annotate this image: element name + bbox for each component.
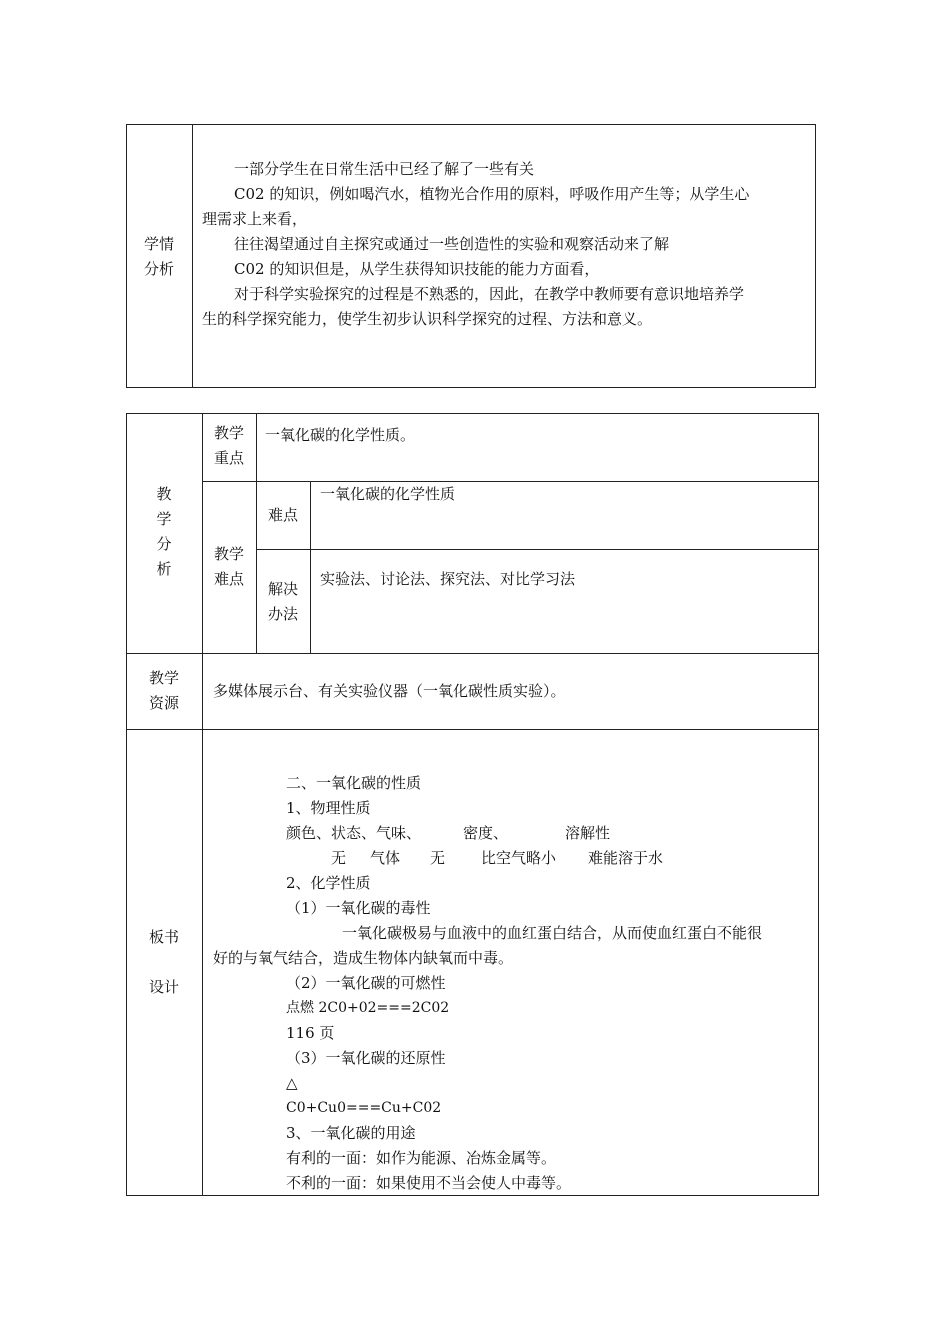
row-divider-board <box>126 729 819 730</box>
analysis-line: 往往渴望通过自主探究或通过一些创造性的实验和观察活动来了解 <box>234 235 670 253</box>
key-point-content: 一氧化碳的化学性质。 <box>265 426 416 444</box>
analysis-line: C02 的知识但是，从学生获得知识技能的能力方面看， <box>234 260 600 278</box>
analysis-text <box>202 157 808 332</box>
combustion-title: （2）一氧化碳的可燃性 <box>286 974 446 992</box>
row-divider-resources <box>126 653 819 654</box>
resources-content: 多媒体展示台、有关实验仪器（一氧化碳性质实验）。 <box>213 682 566 700</box>
physical-value-odor: 无 <box>430 849 446 867</box>
page-reference: 116 页 <box>286 1024 335 1042</box>
board-label-line2: 设计 <box>148 978 179 996</box>
analysis-line: 生的科学探究能力，使学生初步认识科学探究的过程、方法和意义。 <box>202 310 653 328</box>
teaching-analysis-label-char: 析 <box>156 560 172 578</box>
board-heading: 二、一氧化碳的性质 <box>286 774 422 792</box>
analysis-line: 一部分学生在日常生活中已经了解了一些有关 <box>234 160 535 178</box>
toxicity-line1: 一氧化碳极易与血液中的血红蛋白结合，从而使血红蛋白不能很 <box>342 924 763 942</box>
teaching-table <box>126 413 819 1196</box>
heat-triangle-icon: △ <box>286 1074 298 1092</box>
physical-header-color: 颜色、 <box>286 824 332 842</box>
col-divider-1 <box>202 413 203 1196</box>
table-divider <box>192 124 193 388</box>
difficulty-label-line2: 难点 <box>213 570 244 588</box>
solution-label-line2: 办法 <box>267 605 298 623</box>
solution-label-line1: 解决 <box>267 580 298 598</box>
physical-header-density: 密度、 <box>463 824 509 842</box>
physical-value-solubility: 难能溶于水 <box>588 849 664 867</box>
uses-bad: 不利的一面：如果使用不当会使人中毒等。 <box>286 1174 572 1192</box>
row-divider-key <box>202 481 819 482</box>
physical-value-density: 比空气略小 <box>481 849 557 867</box>
physical-header-odor: 气味、 <box>376 824 422 842</box>
physical-header-solubility: 溶解性 <box>565 824 611 842</box>
nandian-content: 一氧化碳的化学性质 <box>320 485 456 503</box>
col-divider-3 <box>310 481 311 653</box>
solution-content: 实验法、讨论法、探究法、对比学习法 <box>320 570 576 588</box>
analysis-line: 对于科学实验探究的过程是不熟悉的，因此，在教学中教师要有意识地培养学 <box>234 285 745 303</box>
uses-title: 3、一氧化碳的用途 <box>286 1124 416 1142</box>
uses-good: 有利的一面：如作为能源、冶炼金属等。 <box>286 1149 557 1167</box>
toxicity-title: （1）一氧化碳的毒性 <box>286 899 431 917</box>
resources-label-line2: 资源 <box>148 694 179 712</box>
analysis-line: C02 的知识，例如喝汽水，植物光合作用的原料，呼吸作用产生等；从学生心 <box>234 185 750 203</box>
physical-value-color: 无 <box>331 849 347 867</box>
row-divider-difficulty <box>256 549 819 550</box>
chemical-title: 2、化学性质 <box>286 874 371 892</box>
teaching-analysis-label-char: 分 <box>156 535 172 553</box>
nandian-label: 难点 <box>267 506 298 524</box>
analysis-label-line1: 学情 <box>143 235 174 253</box>
key-point-label-line2: 重点 <box>213 449 244 467</box>
board-label-line1: 板书 <box>148 928 179 946</box>
physical-title: 1、物理性质 <box>286 799 371 817</box>
analysis-label-line2: 分析 <box>143 260 174 278</box>
resources-label-line1: 教学 <box>148 669 179 687</box>
teaching-analysis-label-char: 学 <box>156 510 172 528</box>
combustion-equation: 点燃 2C0+02===2C02 <box>286 1000 450 1016</box>
reduction-equation: C0+Cu0===Cu+C02 <box>286 1100 442 1116</box>
key-point-label-line1: 教学 <box>213 424 244 442</box>
physical-value-state: 气体 <box>370 849 401 867</box>
teaching-analysis-label-char: 教 <box>156 485 172 503</box>
physical-header-state: 状态、 <box>331 824 377 842</box>
toxicity-line2: 好的与氧气结合，造成生物体内缺氧而中毒。 <box>213 949 514 967</box>
difficulty-label-line1: 教学 <box>213 545 244 563</box>
analysis-line: 理需求上来看， <box>202 210 308 228</box>
reduction-title: （3）一氧化碳的还原性 <box>286 1049 446 1067</box>
